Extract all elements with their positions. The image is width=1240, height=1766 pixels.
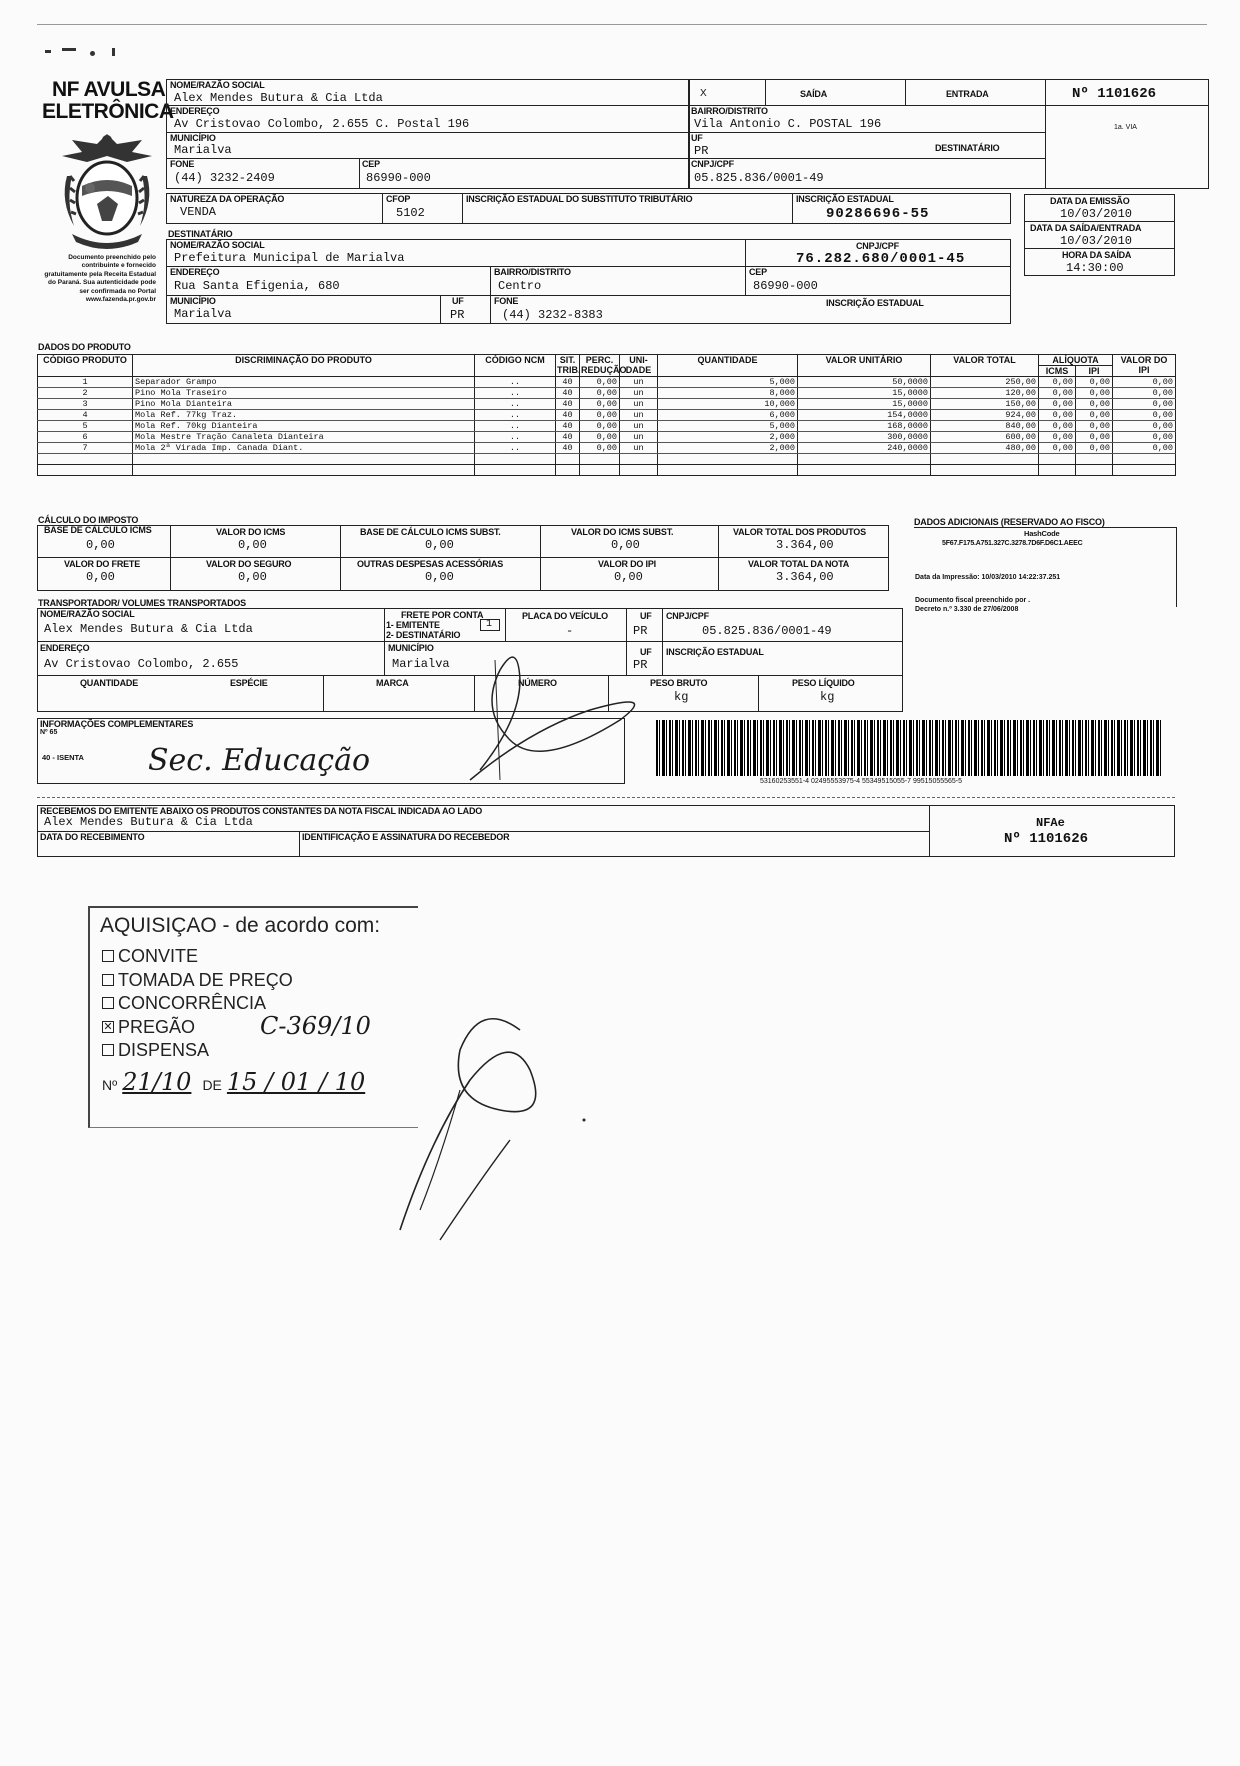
seguro: 0,00: [238, 570, 267, 584]
product-cell-vunit: 240,0000: [798, 443, 931, 454]
data-impressao: Data da Impressão: 10/03/2010 14:22:37.251: [915, 574, 1061, 581]
product-cell-vipi: 0,00: [1113, 421, 1176, 432]
frete-conta-label: FRETE POR CONTA: [401, 610, 484, 620]
product-cell-icms: 0,00: [1039, 377, 1076, 388]
saida-data: 10/03/2010: [1060, 234, 1133, 248]
frete-opt2: 2- DESTINATÁRIO: [386, 630, 461, 640]
col-sit: SIT. TRIB.: [557, 355, 581, 375]
saida-data-label: DATA DA SAÍDA/ENTRADA: [1030, 223, 1142, 233]
nfae-numero: Nº 1101626: [1004, 831, 1089, 847]
checkbox-icon: [102, 950, 114, 962]
emitente-municipio-label: MUNICÍPIO: [170, 133, 216, 143]
peso-liquido-unit: kg: [820, 690, 835, 704]
product-row: [38, 377, 1176, 388]
product-cell-un: un: [620, 443, 658, 454]
entrada-label: ENTRADA: [946, 89, 989, 99]
emitente-cep-label: CEP: [362, 159, 380, 169]
product-cell-sit: 40: [556, 399, 580, 410]
dest-cnpj: 76.282.680/0001-45: [796, 251, 966, 267]
product-cell-qtd: 10,000: [658, 399, 798, 410]
product-cell-ipi: 0,00: [1076, 388, 1113, 399]
valor-subst: 0,00: [611, 538, 640, 552]
dest-municipio: Marialva: [174, 307, 232, 321]
natureza: VENDA: [180, 205, 217, 219]
complementares-line2: 40 - ISENTA: [42, 753, 84, 762]
col-icms: ICMS: [1039, 366, 1076, 377]
emitente-cnpj-label: CNPJ/CPF: [691, 159, 734, 169]
product-cell-icms: 0,00: [1039, 421, 1076, 432]
complementares-label: INFORMAÇÕES COMPLEMENTARES: [40, 719, 194, 729]
product-cell-vunit: 15,0000: [798, 399, 931, 410]
product-cell-vunit: 154,0000: [798, 410, 931, 421]
product-cell-un: un: [620, 388, 658, 399]
product-cell-sit: 40: [556, 421, 580, 432]
product-cell-icms: 0,00: [1039, 443, 1076, 454]
col-ipi: IPI: [1076, 366, 1113, 377]
emitente-nome: Alex Mendes Butura & Cia Ltda: [174, 91, 383, 105]
total-produtos-label: VALOR TOTAL DOS PRODUTOS: [733, 527, 866, 537]
stamp-convite: CONVITE: [102, 946, 198, 967]
product-row: [38, 421, 1176, 432]
product-cell-icms: 0,00: [1039, 388, 1076, 399]
recibo-nome: Alex Mendes Butura & Cia Ltda: [44, 815, 253, 829]
checkbox-icon: [102, 997, 114, 1009]
product-cell-ncm: ..: [475, 410, 556, 421]
product-cell-vipi: 0,00: [1113, 410, 1176, 421]
transp-municipio-label: MUNICÍPIO: [388, 643, 434, 653]
stamp-dispensa: DISPENSA: [102, 1040, 209, 1061]
total-nota-label: VALOR TOTAL DA NOTA: [748, 559, 850, 569]
frete-label: VALOR DO FRETE: [64, 559, 141, 569]
product-row-empty: [38, 454, 1176, 465]
products-table: [37, 354, 1176, 476]
total-produtos: 3.364,00: [776, 538, 834, 552]
emitente-cep: 86990-000: [366, 171, 431, 185]
frete-value: 1: [486, 619, 493, 630]
product-cell-vunit: 300,0000: [798, 432, 931, 443]
product-cell-perc: 0,00: [580, 399, 620, 410]
emitente-endereco: Av Cristovao Colombo, 2.655 C. Postal 196: [174, 117, 470, 131]
product-cell-desc: Mola Ref. 77kg Traz.: [133, 410, 475, 421]
product-cell-un: un: [620, 432, 658, 443]
col-aliquota: ALÍQUOTA: [1039, 355, 1113, 366]
col-qtd: QUANTIDADE: [658, 355, 798, 377]
dest-bairro: Centro: [498, 279, 542, 293]
stamp-tomada: TOMADA DE PREÇO: [102, 970, 293, 991]
dest-uf: PR: [450, 308, 465, 322]
outras-label: OUTRAS DESPESAS ACESSÓRIAS: [357, 559, 503, 569]
product-cell-ncm: ..: [475, 443, 556, 454]
marca-label: MARCA: [376, 678, 409, 688]
product-cell-vipi: 0,00: [1113, 388, 1176, 399]
adicionais-section-label: DADOS ADICIONAIS (RESERVADO AO FISCO): [914, 517, 1105, 527]
product-cell-cod: 6: [38, 432, 133, 443]
quantidade-label: QUANTIDADE: [80, 678, 138, 688]
col-codigo: CÓDIGO PRODUTO: [38, 355, 133, 377]
base-icms-label: BASE DE CÁLCULO ICMS: [44, 525, 152, 535]
ie-subst-label: INSCRIÇÃO ESTADUAL DO SUBSTITUTO TRIBUTÁRIO: [466, 194, 693, 204]
especie-label: ESPÉCIE: [230, 678, 268, 688]
product-cell-ipi: 0,00: [1076, 432, 1113, 443]
hora-label: HORA DA SAÍDA: [1062, 250, 1132, 260]
product-cell-vtotal: 120,00: [931, 388, 1039, 399]
dest-nome: Prefeitura Municipal de Marialva: [174, 251, 405, 265]
legal-note: Documento preenchido pelo contribuinte e fornecido gratuitamente pela Receita Estadual do Paraná. Sua autenticidade pode ser confirmada no Portal www.fazenda.pr.gov.br: [44, 254, 156, 304]
product-cell-desc: Pino Mola Dianteira: [133, 399, 475, 410]
pregao-handwritten: C-369/10: [260, 1012, 371, 1040]
ie-label: INSCRIÇÃO ESTADUAL: [796, 194, 894, 204]
emitente-nome-label: NOME/RAZÃO SOCIAL: [170, 80, 265, 90]
product-cell-sit: 40: [556, 432, 580, 443]
product-cell-ipi: 0,00: [1076, 377, 1113, 388]
product-cell-qtd: 5,000: [658, 421, 798, 432]
aquisicao-stamp: [88, 906, 418, 1128]
product-row-empty: [38, 465, 1176, 476]
product-cell-cod: 3: [38, 399, 133, 410]
via-label: 1a. VIA: [1114, 124, 1137, 131]
signature-scribble-top: [440, 640, 680, 790]
emitente-cnpj: 05.825.836/0001-49: [694, 171, 824, 185]
emitente-endereco-label: ENDEREÇO: [170, 106, 220, 116]
product-row: [38, 432, 1176, 443]
product-cell-qtd: 8,000: [658, 388, 798, 399]
product-cell-qtd: 2,000: [658, 432, 798, 443]
stamp-numero-line: Nº 21/10 DE 15 / 01 / 10: [102, 1068, 366, 1096]
product-cell-ncm: ..: [475, 388, 556, 399]
product-row: [38, 399, 1176, 410]
product-cell-perc: 0,00: [580, 377, 620, 388]
cfop: 5102: [396, 206, 425, 220]
product-cell-perc: 0,00: [580, 443, 620, 454]
signature-scribble-bottom: [370, 1010, 610, 1250]
product-cell-cod: 5: [38, 421, 133, 432]
base-subst: 0,00: [425, 538, 454, 552]
col-unid: UNI- DADE: [620, 355, 658, 377]
emitente-fone: (44) 3232-2409: [174, 171, 275, 185]
dest-bairro-label: BAIRRO/DISTRITO: [494, 267, 571, 277]
product-cell-cod: 1: [38, 377, 133, 388]
product-cell-cod: 2: [38, 388, 133, 399]
recibo-dashed-line: [37, 797, 1175, 798]
transp-uf2-label: UF: [640, 647, 652, 657]
product-cell-ipi: 0,00: [1076, 399, 1113, 410]
product-cell-vtotal: 924,00: [931, 410, 1039, 421]
product-cell-icms: 0,00: [1039, 399, 1076, 410]
col-vunit: VALOR UNITÁRIO: [798, 355, 931, 377]
frete: 0,00: [86, 570, 115, 584]
product-cell-un: un: [620, 410, 658, 421]
product-cell-vtotal: 840,00: [931, 421, 1039, 432]
product-cell-icms: 0,00: [1039, 432, 1076, 443]
barcode-digits: 53160253551-4 02495553975-4 55349515055-7 99515055565-5: [760, 778, 963, 785]
product-cell-ncm: ..: [475, 377, 556, 388]
transp-cnpj-label: CNPJ/CPF: [666, 611, 709, 621]
product-cell-un: un: [620, 421, 658, 432]
numero-vol-label: NÚMERO: [518, 678, 557, 688]
product-cell-vtotal: 600,00: [931, 432, 1039, 443]
hashcode-label: HashCode: [1024, 529, 1060, 538]
product-cell-ipi: 0,00: [1076, 443, 1113, 454]
product-cell-un: un: [620, 377, 658, 388]
product-row: [38, 388, 1176, 399]
recibo-data-label: DATA DO RECEBIMENTO: [40, 832, 145, 842]
ipi: 0,00: [614, 570, 643, 584]
col-descricao: DISCRIMINAÇÃO DO PRODUTO: [133, 355, 475, 377]
product-cell-perc: 0,00: [580, 432, 620, 443]
product-cell-ncm: ..: [475, 432, 556, 443]
transp-endereco-label: ENDEREÇO: [40, 643, 90, 653]
peso-liquido-label: PESO LÍQUIDO: [792, 678, 855, 688]
checkbox-checked-icon: ✕: [103, 1021, 113, 1034]
ipi-label: VALOR DO IPI: [598, 559, 656, 569]
product-cell-ipi: 0,00: [1076, 421, 1113, 432]
product-cell-vipi: 0,00: [1113, 432, 1176, 443]
emitente-bairro: Vila Antonio C. POSTAL 196: [694, 117, 882, 131]
transp-endereco: Av Cristovao Colombo, 2.655: [44, 657, 239, 671]
product-cell-desc: Separador Grampo: [133, 377, 475, 388]
dest-endereco: Rua Santa Efigenia, 680: [174, 279, 340, 293]
product-cell-icms: 0,00: [1039, 410, 1076, 421]
product-cell-perc: 0,00: [580, 421, 620, 432]
emitente-fone-label: FONE: [170, 159, 195, 169]
destinatario-box-label: DESTINATÁRIO: [935, 143, 1000, 153]
hashcode: 5F67.F175.A751.327C.3278.7D6F.D6C1.AEEC: [942, 540, 1083, 547]
product-cell-vipi: 0,00: [1113, 377, 1176, 388]
emitente-bairro-label: BAIRRO/DISTRITO: [691, 106, 768, 116]
x-mark: X: [700, 88, 707, 99]
product-cell-sit: 40: [556, 443, 580, 454]
valor-icms-label: VALOR DO ICMS: [216, 527, 286, 537]
transportador-section-label: TRANSPORTADOR/ VOLUMES TRANSPORTADOS: [38, 598, 246, 608]
produtos-section-label: DADOS DO PRODUTO: [38, 342, 131, 352]
cfop-label: CFOP: [386, 194, 411, 204]
product-cell-sit: 40: [556, 377, 580, 388]
natureza-label: NATUREZA DA OPERAÇÃO: [170, 194, 285, 204]
product-cell-desc: Mola Ref. 70kg Dianteira: [133, 421, 475, 432]
product-cell-vtotal: 480,00: [931, 443, 1039, 454]
stamp-numero: 21/10: [122, 1068, 192, 1096]
product-cell-ipi: 0,00: [1076, 410, 1113, 421]
ie: 90286696-55: [826, 206, 930, 222]
hora: 14:30:00: [1066, 261, 1124, 275]
product-cell-qtd: 6,000: [658, 410, 798, 421]
top-border-line: [37, 24, 1207, 25]
base-subst-label: BASE DE CÁLCULO ICMS SUBST.: [360, 527, 501, 537]
product-cell-desc: Pino Mola Traseiro: [133, 388, 475, 399]
barcode: [656, 720, 1161, 776]
dest-nome-label: NOME/RAZÃO SOCIAL: [170, 240, 265, 250]
product-cell-vunit: 50,0000: [798, 377, 931, 388]
product-cell-desc: Mola 2ª Virada Imp. Canada Diant.: [133, 443, 475, 454]
product-cell-desc: Mola Mestre Tração Canaleta Dianteira: [133, 432, 475, 443]
dest-fone: (44) 3232-8383: [502, 308, 603, 322]
seguro-label: VALOR DO SEGURO: [206, 559, 292, 569]
emitente-uf-label: UF: [691, 133, 703, 143]
valor-subst-label: VALOR DO ICMS SUBST.: [571, 527, 674, 537]
product-row: [38, 443, 1176, 454]
stamp-data: 15 / 01 / 10: [226, 1068, 366, 1096]
col-vtotal: VALOR TOTAL: [931, 355, 1039, 377]
base-icms: 0,00: [86, 538, 115, 552]
dest-uf-label: UF: [452, 296, 464, 306]
dest-fone-label: FONE: [494, 296, 519, 306]
product-cell-vtotal: 150,00: [931, 399, 1039, 410]
product-cell-vunit: 15,0000: [798, 388, 931, 399]
decreto-line1: Documento fiscal preenchido por .: [915, 597, 1031, 604]
stamp-title: AQUISIÇAO - de acordo com:: [100, 914, 381, 937]
transp-nome: Alex Mendes Butura & Cia Ltda: [44, 622, 253, 636]
stamp-pregao: ✕ PREGÃO: [103, 1017, 196, 1037]
nfa-title-line2: ELETRÔNICA: [42, 100, 174, 123]
product-cell-ncm: ..: [475, 421, 556, 432]
product-cell-qtd: 2,000: [658, 443, 798, 454]
transp-nome-label: NOME/RAZÃO SOCIAL: [40, 609, 135, 619]
transp-ie-label: INSCRIÇÃO ESTADUAL: [666, 647, 764, 657]
checkbox-icon: [102, 1044, 114, 1056]
product-cell-perc: 0,00: [580, 388, 620, 399]
dest-cep-label: CEP: [749, 267, 767, 277]
dest-endereco-label: ENDEREÇO: [170, 267, 220, 277]
transp-cnpj: 05.825.836/0001-49: [702, 624, 832, 638]
nfa-title-line1: NF AVULSA: [52, 78, 166, 101]
product-cell-cod: 7: [38, 443, 133, 454]
dest-cep: 86990-000: [753, 279, 818, 293]
product-cell-vunit: 168,0000: [798, 421, 931, 432]
dest-cnpj-label: CNPJ/CPF: [856, 241, 899, 251]
transp-municipio: Marialva: [392, 657, 450, 671]
transp-uf: PR: [633, 624, 648, 638]
product-cell-vtotal: 250,00: [931, 377, 1039, 388]
transp-uf-label: UF: [640, 611, 652, 621]
recibo-header: RECEBEMOS DO EMITENTE ABAIXO OS PRODUTOS CONSTANTES DA NOTA FISCAL INDICADA AO LADO: [40, 806, 483, 816]
stamp-concorrencia: CONCORRÊNCIA: [102, 993, 266, 1014]
product-cell-vipi: 0,00: [1113, 399, 1176, 410]
destinatario-section-label: DESTINATÁRIO: [168, 229, 233, 239]
dest-ie-label: INSCRIÇÃO ESTADUAL: [826, 298, 924, 308]
product-cell-cod: 4: [38, 410, 133, 421]
saida-label: SAÍDA: [800, 89, 828, 99]
nfae-label: NFAe: [1036, 816, 1065, 830]
product-cell-perc: 0,00: [580, 410, 620, 421]
col-vipi: VALOR DO IPI: [1113, 355, 1176, 377]
complementares-line1: Nº 65: [40, 729, 58, 736]
nf-numero: Nº 1101626: [1072, 86, 1157, 102]
checkbox-icon: [102, 974, 114, 986]
product-cell-vipi: 0,00: [1113, 443, 1176, 454]
transp-uf2: PR: [633, 658, 648, 672]
dest-municipio-label: MUNICÍPIO: [170, 296, 216, 306]
product-cell-sit: 40: [556, 388, 580, 399]
product-cell-un: un: [620, 399, 658, 410]
product-cell-qtd: 5,000: [658, 377, 798, 388]
total-nota: 3.364,00: [776, 570, 834, 584]
peso-bruto-label: PESO BRUTO: [650, 678, 708, 688]
parana-coat-of-arms-logo: [52, 126, 162, 256]
product-cell-ncm: ..: [475, 399, 556, 410]
emissao-label: DATA DA EMISSÃO: [1050, 196, 1130, 206]
recibo-assinatura-label: IDENTIFICAÇÃO E ASSINATURA DO RECEBEDOR: [302, 832, 510, 842]
product-row: [38, 410, 1176, 421]
emitente-municipio: Marialva: [174, 143, 232, 157]
imposto-section-label: CÁLCULO DO IMPOSTO: [38, 515, 139, 525]
placa: -: [566, 624, 574, 638]
handwritten-sec-educacao: Sec. Educação: [148, 743, 371, 778]
frete-opt1: 1- EMITENTE: [386, 620, 440, 630]
placa-label: PLACA DO VEÍCULO: [522, 611, 608, 621]
decreto-line2: Decreto n.º 3.330 de 27/06/2008: [915, 606, 1019, 613]
top-scan-marks: [40, 46, 140, 60]
valor-icms: 0,00: [238, 538, 267, 552]
product-cell-sit: 40: [556, 410, 580, 421]
emissao: 10/03/2010: [1060, 207, 1133, 221]
emitente-uf: PR: [694, 144, 709, 158]
col-ncm: CÓDIGO NCM: [475, 355, 556, 377]
outras: 0,00: [425, 570, 454, 584]
peso-bruto-unit: kg: [674, 690, 689, 704]
col-perc: PERC. REDUÇÃO: [581, 355, 627, 375]
